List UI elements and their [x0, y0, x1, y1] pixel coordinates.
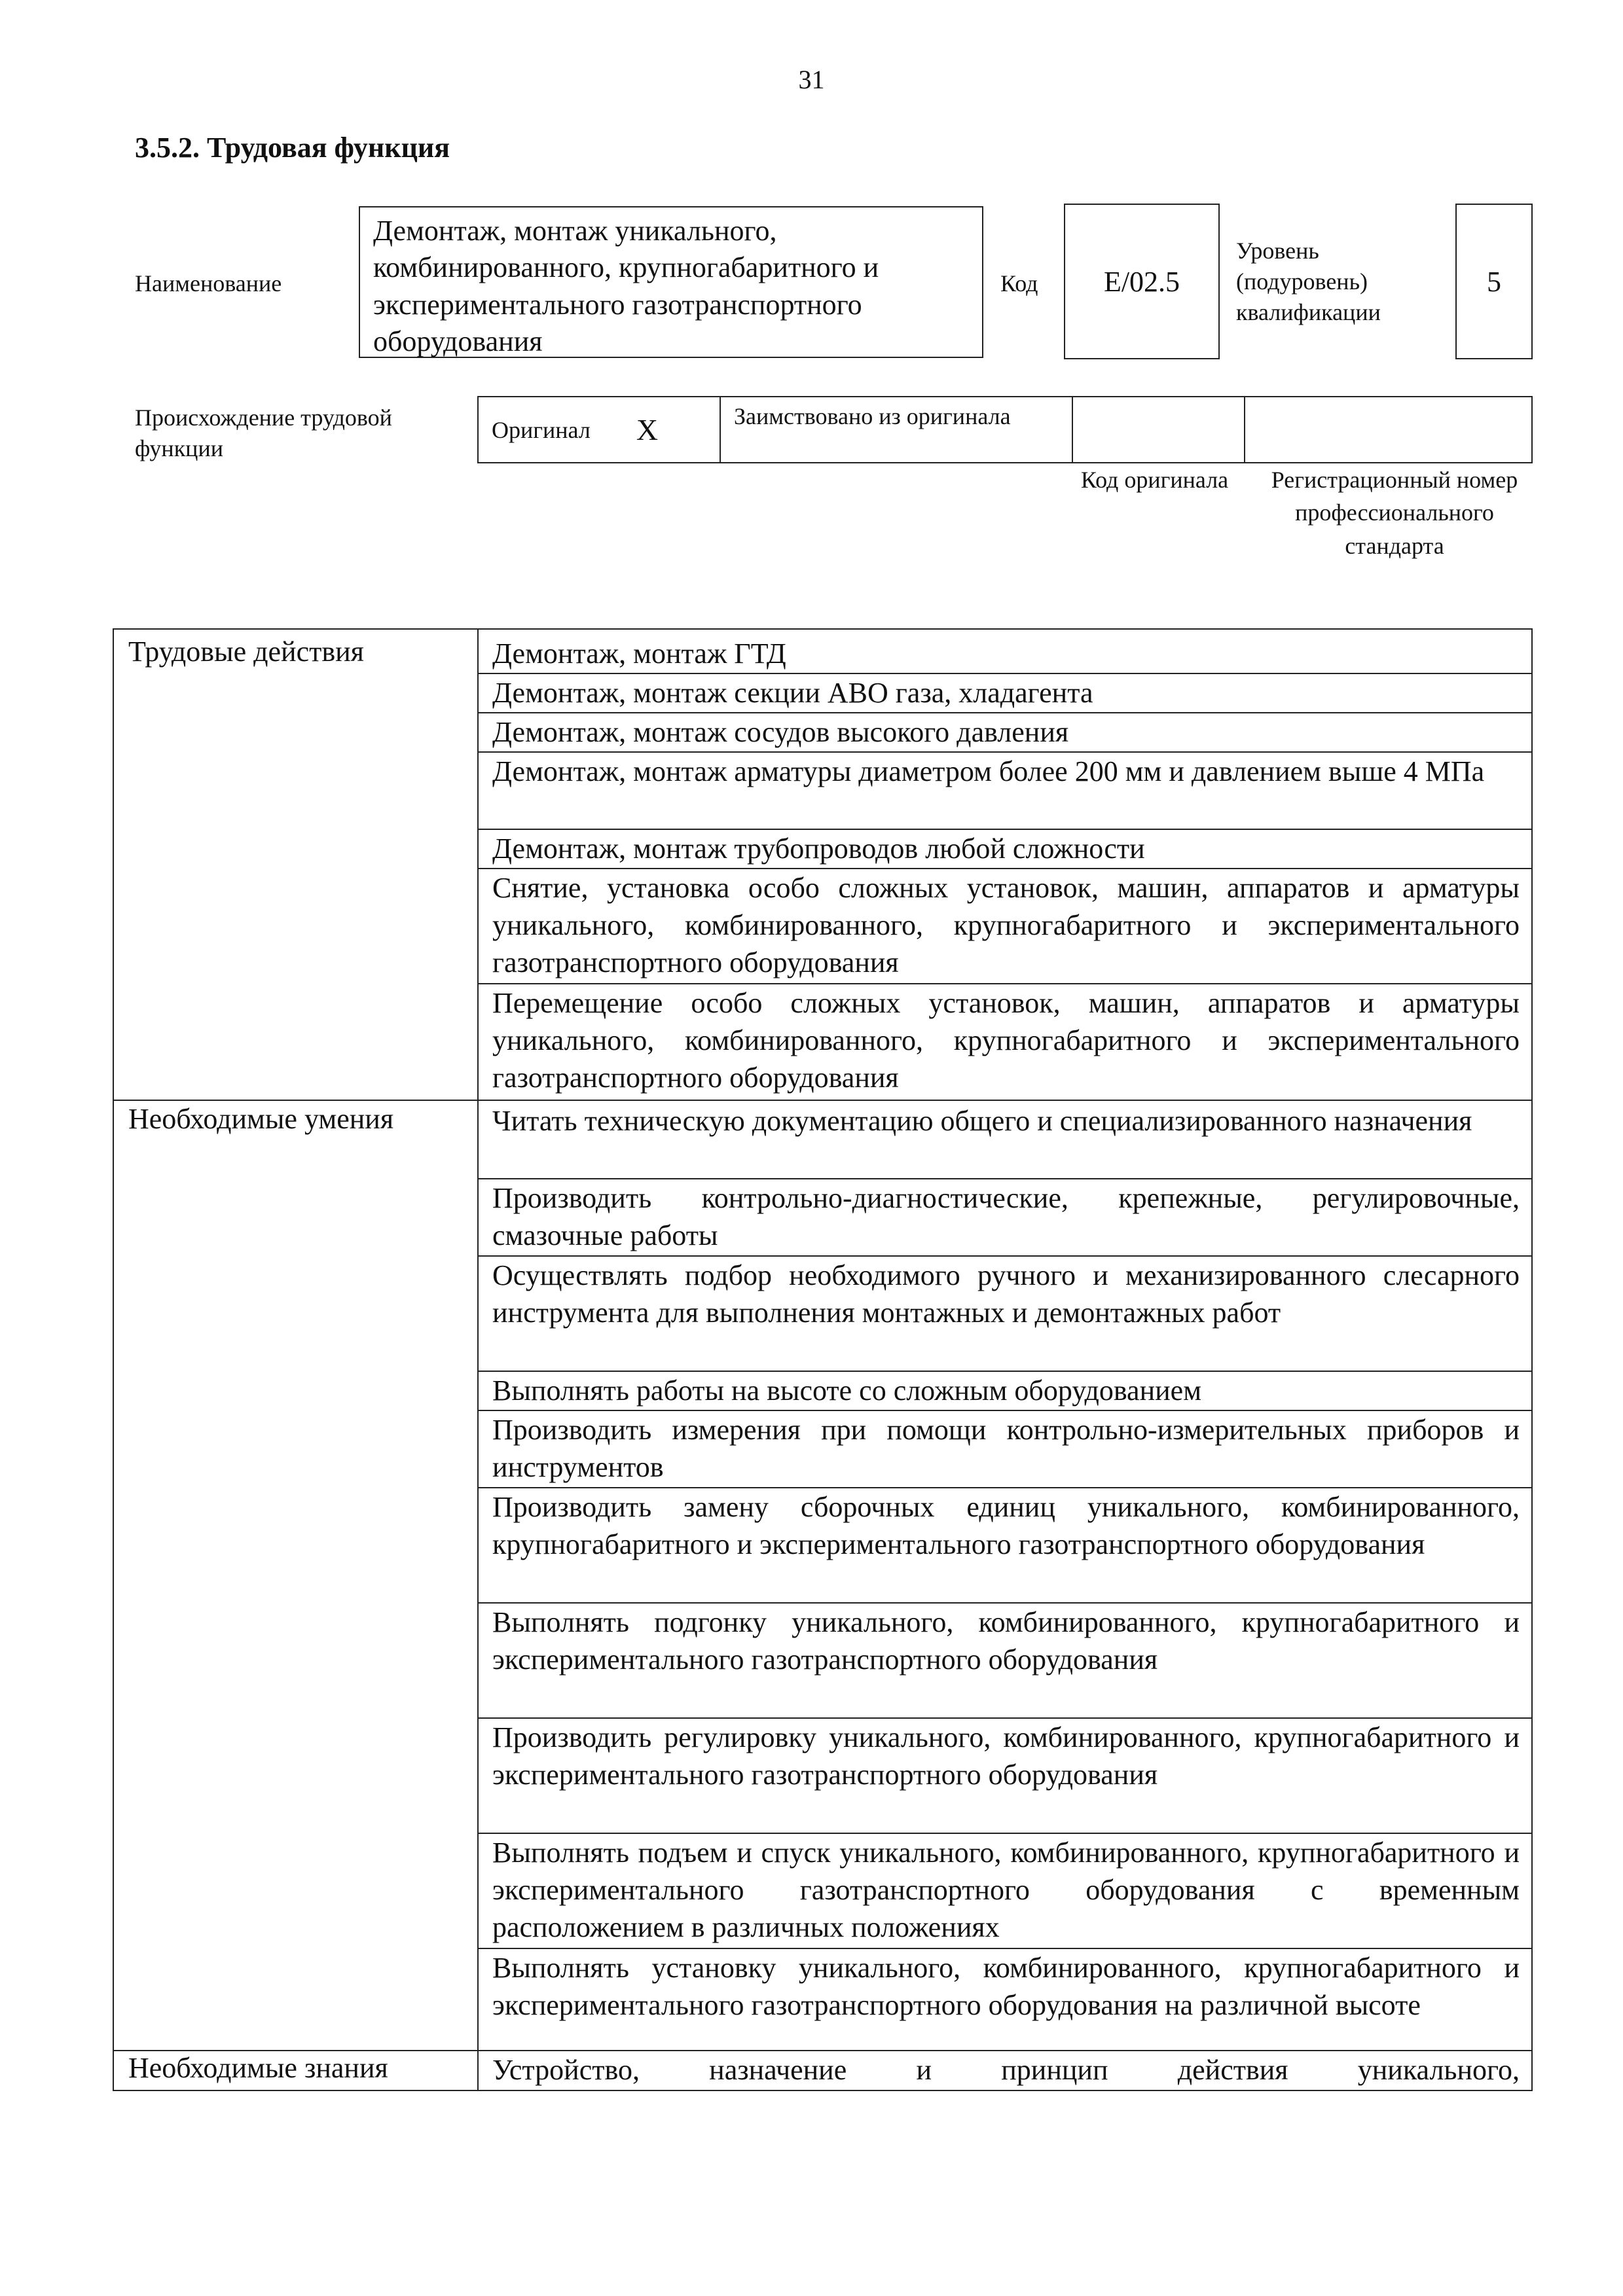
list-item: Выполнять подъем и спуск уникального, комбинированного, крупногабаритного и экспериментального газотранспортного оборудования с временным расположением в различных положениях	[492, 1837, 1520, 1943]
code-value-box: Е/02.5	[1064, 204, 1220, 359]
section-title: 3.5.2. Трудовая функция	[135, 132, 450, 164]
function-name-box: Демонтаж, монтаж уникального, комбинированного, крупногабаритного и экспериментального газотранспортного оборудования	[359, 206, 983, 358]
registration-number-cell	[1245, 397, 1531, 462]
borrowed-label: Заимствовано из оригинала	[721, 397, 1073, 462]
list-item: Устройство, назначение и принцип действия уникального,	[492, 2054, 1520, 2086]
origin-label: Происхождение трудовой функции	[135, 404, 392, 461]
list-item: Выполнять работы на высоте со сложным оборудованием	[492, 1374, 1202, 1407]
list-item: Осуществлять подбор необходимого ручного и механизированного слесарного инструмента для выполнения монтажных и демонтажных работ	[492, 1259, 1520, 1329]
list-item: Снятие, установка особо сложных установок, машин, аппаратов и арматуры уникального, комбинированного, крупногабаритного и экспериментального газотранспортного оборудования	[492, 872, 1520, 978]
code-label: Код	[1000, 270, 1038, 296]
original-mark: X	[636, 413, 659, 446]
list-item: Производить измерения при помощи контрольно-измерительных приборов и инструментов	[492, 1414, 1520, 1483]
list-item: Демонтаж, монтаж сосудов высокого давления	[492, 716, 1069, 748]
original-cell	[479, 397, 721, 462]
section-title-required-skills: Необходимые умения	[128, 1103, 394, 1135]
section-title-labor-actions: Трудовые действия	[128, 636, 364, 668]
original-code-cell	[1073, 397, 1245, 462]
list-item: Перемещение особо сложных установок, машин, аппаратов и арматуры уникального, комбинированного, крупногабаритного и экспериментального газотранспортного оборудования	[492, 987, 1520, 1094]
list-item: Производить контрольно-диагностические, крепежные, регулировочные, смазочные работы	[492, 1182, 1520, 1251]
level-label: Уровень (подуровень) квалификации	[1236, 238, 1381, 325]
list-item: Производить регулировку уникального, комбинированного, крупногабаритного и экспериментального газотранспортного оборудования	[492, 1721, 1520, 1791]
page-number: 31	[798, 65, 825, 94]
name-label: Наименование	[135, 270, 282, 296]
registration-caption: Регистрационный номер профессионального стандарта	[1271, 467, 1518, 559]
list-item: Выполнять установку уникального, комбинированного, крупногабаритного и экспериментального газотранспортного оборудования на различной высоте	[492, 1952, 1520, 2021]
list-item: Демонтаж, монтаж ГТД	[492, 637, 786, 670]
requirements-table	[113, 628, 1533, 2091]
column-divider	[477, 630, 479, 2090]
list-item: Читать техническую документацию общего и специализированного назначения	[492, 1105, 1472, 1137]
section-title-required-knowledge: Необходимые знания	[128, 2052, 388, 2084]
list-item: Демонтаж, монтаж трубопроводов любой сложности	[492, 833, 1145, 865]
list-item: Выполнять подгонку уникального, комбинированного, крупногабаритного и экспериментального газотранспортного оборудования	[492, 1606, 1520, 1676]
list-item: Демонтаж, монтаж секции АВО газа, хладагента	[492, 677, 1093, 709]
list-item: Производить замену сборочных единиц уникального, комбинированного, крупногабаритного и экспериментального газотранспортного оборудования	[492, 1491, 1520, 1560]
code-caption: Код оригинала	[1080, 467, 1229, 493]
original-label: Оригинал	[492, 416, 591, 443]
list-item: Демонтаж, монтаж арматуры диаметром более 200 мм и давлением выше 4 МПа	[492, 755, 1485, 787]
level-value-box: 5	[1455, 204, 1533, 359]
origin-table	[477, 396, 1533, 463]
